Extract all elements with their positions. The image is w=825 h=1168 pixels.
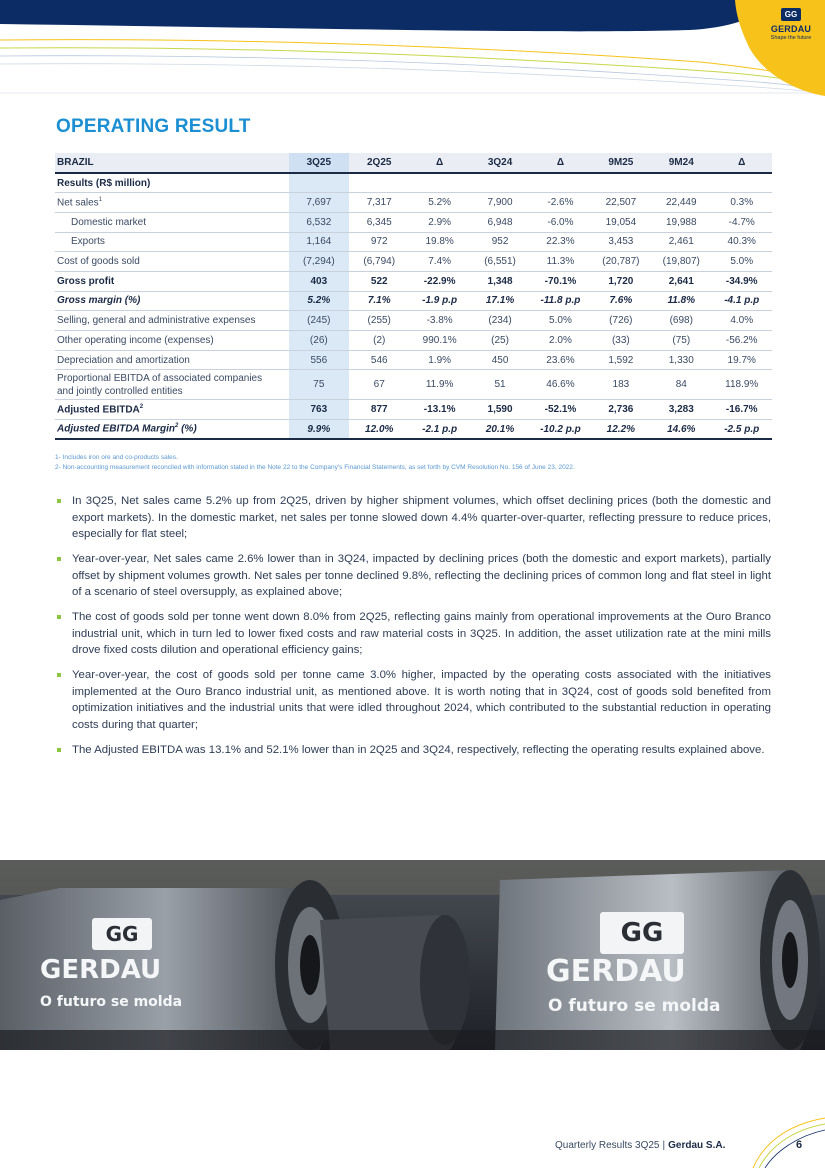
table-row — [55, 271, 772, 291]
cell: (255) — [349, 311, 409, 331]
cell: (6,794) — [349, 252, 409, 272]
cell: 51 — [470, 370, 530, 400]
header-2q25: 2Q25 — [349, 153, 409, 173]
cell: 7.4% — [409, 252, 469, 272]
header-delta-9m: Δ — [711, 153, 772, 173]
footnotes — [55, 453, 575, 473]
cell: 22,449 — [651, 193, 711, 213]
cell: -6.0% — [530, 212, 590, 232]
cell: 7,697 — [289, 193, 349, 213]
cell: 20.1% — [470, 420, 530, 440]
row-label: Exports — [55, 232, 289, 252]
list-item: Year-over-year, Net sales came 2.6% lower than in 3Q24, impacted by declining prices (both the domestic and export markets), partially offset by shipment volumes growth. Net sales per tonne declined 9.8%, reflecting the declining prices of common long and flat steel in light of a scenario of steel oversupply, as explained above; — [55, 551, 771, 601]
bullet-square-icon — [57, 557, 61, 561]
cell: 19.7% — [711, 350, 772, 370]
cell: (75) — [651, 331, 711, 351]
cell: 4.0% — [711, 311, 772, 331]
table-row — [55, 420, 772, 440]
cell: 19,054 — [591, 212, 651, 232]
table-row — [55, 350, 772, 370]
header-delta-qoq: Δ — [409, 153, 469, 173]
cell: 5.2% — [409, 193, 469, 213]
table-row — [55, 311, 772, 331]
cell: 0.3% — [711, 193, 772, 213]
cell: 1,592 — [591, 350, 651, 370]
cell: 7,900 — [470, 193, 530, 213]
header-9m25: 9M25 — [591, 153, 651, 173]
cell: 9.9% — [289, 420, 349, 440]
cell: 972 — [349, 232, 409, 252]
list-item: The cost of goods sold per tonne went down 8.0% from 2Q25, reflecting gains mainly from operational improvements at the Ouro Branco industrial unit, which in turn led to lower fixed costs and raw material costs in 3Q25. In addition, the asset utilization rate at the mini mills drove fixed costs dilution and operational efficiency gains; — [55, 609, 771, 659]
footer-decoration — [745, 1110, 825, 1168]
cell: -2.6% — [530, 193, 590, 213]
cell: (245) — [289, 311, 349, 331]
cell: 7.1% — [349, 291, 409, 311]
row-label: Gross margin (%) — [55, 291, 289, 311]
commentary-list — [55, 493, 771, 767]
cell: -2.5 p.p — [711, 420, 772, 440]
page-number: 6 — [796, 1139, 803, 1151]
row-label: Adjusted EBITDA$^2$ — [55, 400, 289, 420]
header-decoration — [0, 0, 825, 110]
footer-separator: | — [662, 1140, 666, 1151]
cell: (25) — [470, 331, 530, 351]
row-label: Depreciation and amortization — [55, 350, 289, 370]
cell: 2,641 — [651, 271, 711, 291]
cell: (33) — [591, 331, 651, 351]
row-label: Proportional EBITDA of associated companies and jointly controlled entities — [55, 370, 289, 400]
cell: 14.6% — [651, 420, 711, 440]
footnote-2: 2- Non-accounting measurement reconciled with information stated in the Note 22 to the Company's Financial Statements, as set forth by CVM Resolution No. 156 of June 23, 2022. — [55, 464, 575, 471]
cell: (20,787) — [591, 252, 651, 272]
cell: -1.9 p.p — [409, 291, 469, 311]
cell: (26) — [289, 331, 349, 351]
table-section-row — [55, 173, 772, 193]
cell: 67 — [349, 370, 409, 400]
cell: 556 — [289, 350, 349, 370]
cell: 7,317 — [349, 193, 409, 213]
cell: 183 — [591, 370, 651, 400]
cell: 5.0% — [711, 252, 772, 272]
cell: 877 — [349, 400, 409, 420]
cell: 40.3% — [711, 232, 772, 252]
cell: 75 — [289, 370, 349, 400]
cell: 1,720 — [591, 271, 651, 291]
bullet-square-icon — [57, 673, 61, 677]
row-label: Domestic market — [55, 212, 289, 232]
cell: (2) — [349, 331, 409, 351]
table-row — [55, 212, 772, 232]
header-3q25: 3Q25 — [289, 153, 349, 173]
header-delta-yoy: Δ — [530, 153, 590, 173]
row-label: Net sales$^1$ — [55, 193, 289, 213]
table-row — [55, 331, 772, 351]
cell: -4.1 p.p — [711, 291, 772, 311]
row-label: Adjusted EBITDA Margin$^2$ (%) — [55, 420, 289, 440]
list-item: In 3Q25, Net sales came 5.2% up from 2Q25, driven by higher shipment volumes, which offset declining prices (both the domestic and export markets). In the domestic market, net sales per tonne slowed down 4.4% quarter-over-quarter, reflecting pressure to reduce prices, especially for flat steel; — [55, 493, 771, 543]
table-row — [55, 193, 772, 213]
cell: (698) — [651, 311, 711, 331]
bullet-square-icon — [57, 615, 61, 619]
cell: -13.1% — [409, 400, 469, 420]
table-row — [55, 232, 772, 252]
footnote-1: 1- Includes iron ore and co-products sales. — [55, 454, 178, 461]
cell: 11.9% — [409, 370, 469, 400]
cell: -52.1% — [530, 400, 590, 420]
gerdau-logo — [762, 8, 820, 58]
coil-brand-left: GERDAU — [40, 955, 162, 985]
cell: -11.8 p.p — [530, 291, 590, 311]
cell: 2.0% — [530, 331, 590, 351]
cell: 952 — [470, 232, 530, 252]
cell: 6,345 — [349, 212, 409, 232]
cell: 22.3% — [530, 232, 590, 252]
header-9m24: 9M24 — [651, 153, 711, 173]
cell: -2.1 p.p — [409, 420, 469, 440]
cell: 1,590 — [470, 400, 530, 420]
page-footer — [555, 1140, 725, 1151]
bullet-square-icon — [57, 499, 61, 503]
cell: 11.8% — [651, 291, 711, 311]
footer-report-name: Quarterly Results 3Q25 — [555, 1140, 660, 1151]
cell: (726) — [591, 311, 651, 331]
cell: 1,348 — [470, 271, 530, 291]
row-label: Cost of goods sold — [55, 252, 289, 272]
list-item: Year-over-year, the cost of goods sold per tonne came 3.0% higher, impacted by the operating costs associated with the initiatives implemented at the Ouro Branco industrial unit, as mentioned above. It is worth noting that in 3Q24, cost of goods sold benefited from optimization initiatives and the industrial units that were idled throughout 2024, which contributed to the substantial reduction in operating costs during that quarter; — [55, 667, 771, 733]
list-item: The Adjusted EBITDA was 13.1% and 52.1% lower than in 2Q25 and 3Q24, respectively, reflecting the operating results explained above. — [55, 742, 771, 759]
cell: 2,736 — [591, 400, 651, 420]
cell: 3,283 — [651, 400, 711, 420]
cell: 84 — [651, 370, 711, 400]
cell: (6,551) — [470, 252, 530, 272]
cell: (7,294) — [289, 252, 349, 272]
cell: -16.7% — [711, 400, 772, 420]
cell: 12.2% — [591, 420, 651, 440]
cell: 12.0% — [349, 420, 409, 440]
gerdau-logo-name: GERDAU — [770, 24, 812, 34]
footer-company: Gerdau S.A. — [668, 1140, 726, 1151]
cell: 1,330 — [651, 350, 711, 370]
cell: 1.9% — [409, 350, 469, 370]
cell: 1,164 — [289, 232, 349, 252]
cell: 46.6% — [530, 370, 590, 400]
coil-slogan-left: O futuro se molda — [40, 994, 183, 1010]
header-3q24: 3Q24 — [470, 153, 530, 173]
cell: 3,453 — [591, 232, 651, 252]
table-row — [55, 400, 772, 420]
cell: 450 — [470, 350, 530, 370]
cell: 2.9% — [409, 212, 469, 232]
row-label: Selling, general and administrative expenses — [55, 311, 289, 331]
coil-gerdau-logo-right: GG — [600, 912, 684, 954]
cell: 19,988 — [651, 212, 711, 232]
row-label: Gross profit — [55, 271, 289, 291]
cell: 23.6% — [530, 350, 590, 370]
cell: -3.8% — [409, 311, 469, 331]
cell: 22,507 — [591, 193, 651, 213]
section-label: Results (R$ million) — [55, 173, 289, 193]
table-row — [55, 291, 772, 311]
cell: -56.2% — [711, 331, 772, 351]
cell: 6,532 — [289, 212, 349, 232]
coil-gerdau-logo-left: GG — [92, 918, 152, 950]
cell: -34.9% — [711, 271, 772, 291]
header-brazil: BRAZIL — [55, 153, 289, 173]
section-title: OPERATING RESULT — [56, 116, 251, 137]
steel-coils-photo — [0, 860, 825, 1050]
row-label: Other operating income (expenses) — [55, 331, 289, 351]
cell: -10.2 p.p — [530, 420, 590, 440]
gerdau-logo-tagline: Shape the future — [770, 35, 812, 41]
operating-result-table — [55, 153, 772, 440]
cell: 5.2% — [289, 291, 349, 311]
cell: (234) — [470, 311, 530, 331]
cell: 19.8% — [409, 232, 469, 252]
coil-slogan-right: O futuro se molda — [548, 996, 721, 1016]
cell: 17.1% — [470, 291, 530, 311]
cell: 990.1% — [409, 331, 469, 351]
coil-brand-right: GERDAU — [546, 954, 686, 989]
table-header-row — [55, 153, 772, 173]
cell: -22.9% — [409, 271, 469, 291]
cell: 546 — [349, 350, 409, 370]
cell: 5.0% — [530, 311, 590, 331]
cell: (19,807) — [651, 252, 711, 272]
cell: 7.6% — [591, 291, 651, 311]
cell: 763 — [289, 400, 349, 420]
cell: -4.7% — [711, 212, 772, 232]
table-row — [55, 370, 772, 400]
cell: -70.1% — [530, 271, 590, 291]
cell: 6,948 — [470, 212, 530, 232]
table-row — [55, 252, 772, 272]
bullet-square-icon — [57, 748, 61, 752]
cell: 118.9% — [711, 370, 772, 400]
cell: 11.3% — [530, 252, 590, 272]
cell: 522 — [349, 271, 409, 291]
cell: 2,461 — [651, 232, 711, 252]
gerdau-logo-mark: GG — [781, 8, 801, 21]
cell: 403 — [289, 271, 349, 291]
